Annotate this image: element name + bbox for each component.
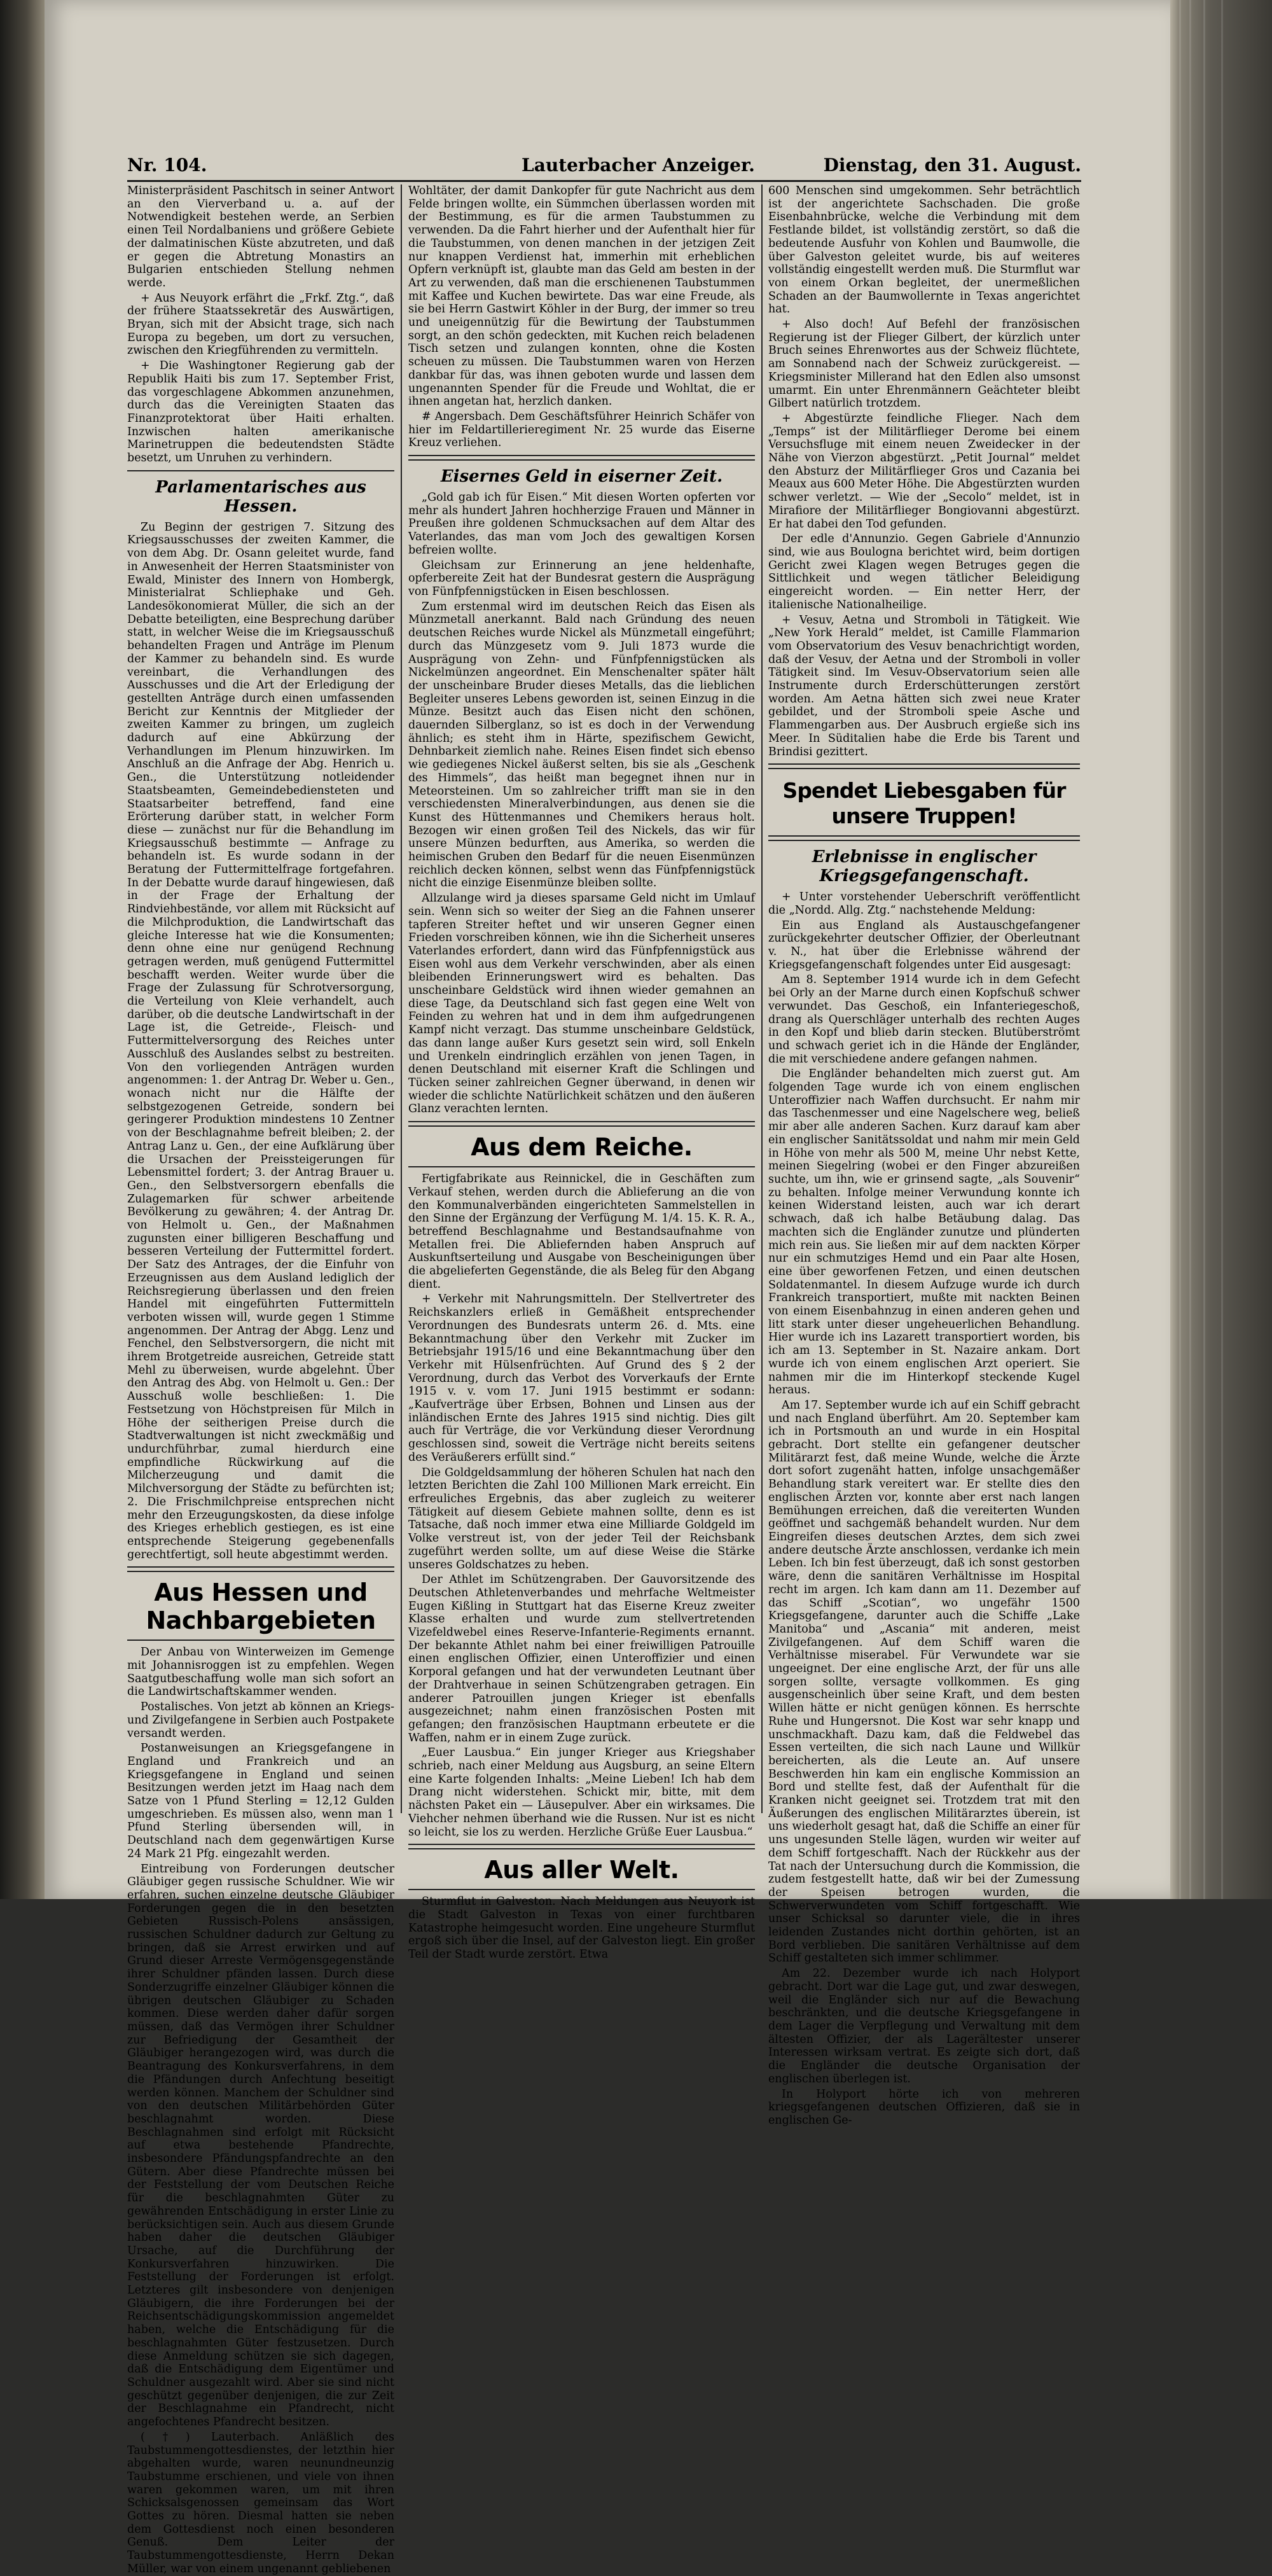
article-paragraph: # Angersbach. Dem Geschäftsführer Heinrich Schäfer von hier im Feldartillerieregiment Nr. 25 wurde das Eiserne Kreuz verliehen. (408, 410, 755, 450)
article-paragraph: „Euer Lausbua.“ Ein junger Krieger aus Kriegshaber schrieb, nach einer Meldung aus Augsburg, an seine Eltern eine Karte folgenden Inhalts: „Meine Lieben! Ich hab dem Drang nicht widerstehen. Schickt mir, bitte, mit dem nächsten Paket ein — Läusepulver. Aber ein wirksames. Die Viehcher nehmen überhand wie die Russen. Nur ist es nicht so leicht, sie los zu werden. Herzliche Grüße Euer Lausbua.“ (408, 1746, 755, 1839)
article-paragraph: Sturmflut in Galveston. Nach Meldungen aus Neuyork ist die Stadt Galveston in Texas von einer furchtbaren Katastrophe heimgesucht worden. Eine ungeheure Sturmflut ergoß sich über die Insel, auf der Galveston liegt. Ein großer Teil der Stadt wurde zerstört. Etwa (408, 1895, 755, 1961)
section-rule (408, 1121, 755, 1127)
column-2 (408, 184, 755, 1961)
section-rule (768, 763, 1080, 769)
article-paragraph: Eintreibung von Forderungen deutscher Gläubiger gegen russische Schuldner. Wie wir erfahren, suchen einzelne deutsche Gläubiger Forderungen gegen die in den besetzten Gebieten Russisch-Polens ansässigen, russischen Schuldner dadurch zur Geltung zu bringen, daß sie Arrest erwirken und auf Grund dieser Arreste Vermögensgegenstände ihrer Schuldner pfänden lassen. Durch diese Sonderzugriffe einzelner Gläubiger können die übrigen deutschen Gläubiger zu Schaden kommen. Diese werden daher dafür sorgen müssen, daß das Vermögen ihrer Schuldner zur Befriedigung der Gesamtheit der Gläubiger herangezogen wird, was durch die Beantragung des Konkursverfahrens, in dem die Pfändungen durch Anfechtung beseitigt werden können. Manchem der Schuldner sind von den deutschen Militärbehörden Güter beschlagnahmt worden. Diese Beschlagnahmen sind erfolgt mit Rücksicht auf etwa bestehende Pfandrechte, insbesondere Pfändungspfandrechte an den Gütern. Aber diese Pfandrechte müssen bei der Feststellung der vom Deutschen Reiche für die beschlagnahmten Güter zu gewährenden Entschädigung in erster Linie zu berücksichtigen sein. Auch aus diesem Grunde haben daher die deutschen Gläubiger Ursache, auf die Durchführung der Konkursverfahren hinzuwirken. Die Feststellung der Forderungen ist erfolgt. Letzteres gilt insbesondere von denjenigen Gläubigern, die ihre Forderungen bei der Reichsentschädigungskommission angemeldet haben, welche die Entschädigung für die beschlagnahmten Güter festzusetzen. Durch diese Anmeldung schützen sie sich dagegen, daß die Entschädigung dem Eigentümer und Schuldner ausgezahlt wird. Aber sie sind nicht geschützt gegenüber denjenigen, die zur Zeit der Beschlagnahme ein Pfandrecht, nicht angefochtenes Pfandrecht besitzen. (127, 1862, 394, 2429)
article-paragraph: + Also doch! Auf Befehl der französischen Regierung ist der Flieger Gilbert, der kürzlich unter Bruch seines Ehrenwortes aus der Schweiz flüchtete, am Sonnabend nach der Schweiz zurückgereist. — Kriegsminister Millerand hat den Edlen also umsonst umarmt. Ein unter Ehrenmännern Geächteter bleibt Gilbert natürlich trotzdem. (768, 318, 1080, 410)
headline-parlamentarisches: Parlamentarisches aus Hessen. (155, 477, 366, 516)
article-paragraph: + Aus Neuyork erfährt die „Frkf. Ztg.“, daß der frühere Staatssekretär des Auswärtigen, Bryan, sich mit der Absicht trage, sich nach Europa zu begeben, um dort zu versuchen, zwischen den Kriegführenden zu vermitteln. (127, 291, 394, 358)
article-paragraph: Zu Beginn der gestrigen 7. Sitzung des Kriegsausschusses der zweiten Kammer, die von dem Abg. Dr. Osann geleitet wurde, fand in Anwesenheit der Herren Staatsminister von Ewald, Minister des Innern von Hombergk, Ministerialrat Schliephake und Geh. Landesökonomierat Müller, die sich an der Debatte beteiligten, eine Besprechung darüber statt, in welcher Weise die im Kriegsausschuß behandelten Fragen und Anträge im Plenum der Kammer zu behandeln sind. Es wurde vereinbart, die Verhandlungen des Ausschusses und die Art der Erledigung der gestellten Anträge durch einen umfassenden Bericht zur Kenntnis der Mitglieder der zweiten Kammer zu bringen, um zugleich dadurch auf eine Abkürzung der Verhandlungen im Plenum hinzuwirken. Im Anschluß an die Anfrage der Abg. Henrich u. Gen., die Unterstützung notleidender Staatsbeamten, Gemeindebediensteten und Staatsarbeiter betreffend, fand eine Erörterung darüber statt, in welcher Form diese — zunächst nur für die Behandlung im Kriegsausschuß bestimmte — Anfrage zu behandeln ist. Es wurde sodann in der Beratung der Futtermittelfrage fortgefahren. In der Debatte wurde darauf hingewiesen, daß in der Frage der Erhaltung der Rindviehbestände, vor allem mit Rücksicht auf die Milchproduktion, die Landwirtschaft das gleiche Interesse hat wie die Konsumenten; denn ohne eine nur genügend Rechnung getragen werden, muß genügend Futtermittel beschafft werden. Weiter wurde über die Frage der Zulassung für Schrotversorgung, die Verteilung von Kleie verhandelt, auch darüber, ob die deutsche Landwirtschaft in der Lage ist, die Getreide-, Fleisch- und Futtermittelversorgung des Reiches unter Ausschluß des Auslandes selbst zu bestreiten. Von den vorliegenden Anträgen wurden angenommen: 1. der Antrag Dr. Weber u. Gen., wonach nicht nur die Hälfte der selbstgezogenen Getreide, sondern bei geringerer Produktion mindestens 10 Zentner von der Beschlagnahme befreit bleiben; 2. der Antrag Lanz u. Gen., der eine Aufklärung über die Ursachen der Preissteigerungen für Lebensmittel fordert; 3. der Antrag Brauer u. Gen., den Selbstversorgern ebenfalls die Zulagemarken für schwer arbeitende Bevölkerung zu gewähren; 4. der Antrag Dr. von Helmolt u. Gen., der Maßnahmen zugunsten einer billigeren Beschaffung und besseren Verteilung der Futtermittel fordert. Der Satz des Antrages, der die Einfuhr von Erzeugnissen aus dem Ausland lediglich der Reichsregierung überlassen und den freien Handel mit eingeführten Futtermitteln verboten wissen will, wurde gegen 1 Stimme angenommen. Der Antrag der Abgg. Lenz und Fenchel, den Selbstversorgern, die nicht mit ihrem Brotgetreide ausreichen, Getreide statt Mehl zu überweisen, wurde abgelehnt. Über den Antrag des Abg. von Helmolt u. Gen.: Der Ausschuß wolle beschließen: 1. Die Festsetzung von Höchstpreisen für Milch in Höhe der seitherigen Preise durch die Stadtverwaltungen ist nicht zweckmäßig und undurchführbar, zumal hierdurch eine empfindliche Rückwirkung auf die Milcherzeugung und damit die Milchversorgung der Städte zu befürchten ist; 2. Die Frischmilchpreise entsprechen nicht mehr den Erzeugungskosten, da diese infolge des Krieges erheblich gestiegen, es ist eine entsprechende Steigerung gegebenenfalls gerechtfertigt, soll heute abgestimmt werden. (127, 520, 394, 1561)
masthead: Lauterbacher Anzeiger. (522, 155, 755, 176)
headline-aus-aller-welt: Aus aller Welt. (484, 1856, 679, 1884)
article-paragraph: „Gold gab ich für Eisen.“ Mit diesen Worten opferten vor mehr als hundert Jahren hochherzige Frauen und Männer in Preußen ihre goldenen Schmucksachen auf dem Altar des Vaterlandes, das man vom Joch des gewaltigen Korsen befreien wollte. (408, 491, 755, 557)
column-1 (127, 184, 394, 2575)
headline-erlebnisse: Erlebnisse in englischer Kriegsgefangenschaft. (812, 847, 1037, 886)
column-3 (768, 184, 1080, 2127)
article-paragraph: Am 8. September 1914 wurde ich in dem Gefecht bei Orly an der Marne durch einen Kopfschuß schwer verwundet. Das Geschoß, ein Infanteriegeschoß, drang als Querschläger unterhalb des rechten Auges in den Kopf und blieb darin stecken. Blutüberströmt und schwach geriet ich in die Hände der Engländer, die mit verschiedene andere gefangen nahmen. (768, 973, 1080, 1066)
section-rule (127, 470, 394, 471)
issue-number: Nr. 104. (127, 155, 207, 176)
book-binding (0, 0, 45, 1899)
section-rule (768, 835, 1080, 841)
article-paragraph: Fertigfabrikate aus Reinnickel, die in Geschäften zum Verkauf stehen, werden durch die Ablieferung an die von den Kommunalverbänden eingerichteten Sammelstellen in den Sinne der Ergänzung der Verfügung M. 1/4. 15. K. R. A., betreffend Beschlagnahme und Bestandsaufnahme von Metallen frei. Die Abliefernden haben Anspruch auf Auskunftserteilung und Ausgabe von Bescheinigungen über die abgelieferten Gegenstände, die als Beleg für den Abgang dient. (408, 1173, 755, 1291)
article-paragraph: Ein aus England als Austauschgefangener zurückgekehrter deutscher Offizier, der Oberleutnant v. N., hat über die Erlebnisse während der Kriegsgefangenschaft folgendes unter Eid ausgesagt: (768, 919, 1080, 971)
section-rule (127, 1566, 394, 1572)
article-paragraph: + Die Washingtoner Regierung gab der Republik Haiti bis zum 17. September Frist, das vorgeschlagene Abkommen anzunehmen, durch das die Vereinigten Staaten das Finanzprotektorat über Haiti erhalten. Inzwischen halten amerikanische Marinetruppen die bedeutendsten Städte besetzt, um Unruhen zu verhindern. (127, 359, 394, 465)
article-paragraph: + Verkehr mit Nahrungsmitteln. Der Stellvertreter des Reichskanzlers erließ in Gemäßheit entsprechender Verordnungen des Bundesrats unterm 26. d. Mts. eine Bekanntmachung über den Verkehr mit Zucker im Betriebsjahr 1915/16 und eine Bekanntmachung über den Verkehr mit Hülsenfrüchten. Auf Grund des § 2 der Verordnung, durch das Verbot des Vorverkaufs der Ernte 1915 v. v. vom 17. Juni 1915 bestimmt er sodann: „Kaufverträge über Erbsen, Bohnen und Linsen aus der inländischen Ernte des Jahres 1915 sind nichtig. Dies gilt auch für Verträge, die vor Verkündung dieser Verordnung geschlossen sind, soweit die Verträge nicht bereits seitens des Veräußerers erfüllt sind.“ (408, 1293, 755, 1464)
article-paragraph: In Holyport hörte ich von mehreren kriegsgefangenen deutschen Offizieren, daß sie in englischen Ge- (768, 2087, 1080, 2127)
section-rule (408, 455, 755, 461)
headline-aus-dem-reiche: Aus dem Reiche. (471, 1133, 693, 1162)
article-paragraph: Postanweisungen an Kriegsgefangene in England und Frankreich und an Kriegsgefangene in England und seinen Besitzungen werden jetzt im Haag nach dem Satze von 1 Pfund Sterling = 12,12 Gulden umgeschrieben. Es müssen also, wenn man 1 Pfund Sterling übersenden will, in Deutschland nach dem gegenwärtigen Kurse 24 Mark 21 Pfg. eingezahlt werden. (127, 1742, 394, 1860)
article-paragraph: Postalisches. Von jetzt ab können an Kriegs- und Zivilgefangene in Serbien auch Postpakete versandt werden. (127, 1701, 394, 1740)
article-paragraph: (†) Lauterbach. Anläßlich des Taubstummengottesdienstes, der letzthin hier abgehalten wurde, waren neunundneunzig Taubstumme erschienen, und viele von ihnen waren gekommen waren, um mit ihren Schicksalsgenossen gemeinsam das Wort Gottes zu hören. Diesmal hatten sie neben dem Gottesdienst noch einen besonderen Genuß. Dem Leiter der Taubstummengottesdienste, Herrn Dekan Müller, war von einem ungenannt gebliebenen (127, 2430, 394, 2575)
article-paragraph: Ministerpräsident Paschitsch in seiner Antwort an den Vierverband u. a. auf der Notwendigkeit bestehen werde, an Serbien einen Teil Nordalbaniens und größere Gebiete der dalmatinischen Küste abzutreten, und daß er gegen die Abtretung Monastirs an Bulgarien entschieden Stellung nehmen werde. (127, 184, 394, 289)
page-header (127, 155, 1081, 180)
page-edges (1170, 0, 1272, 1899)
headline-aus-hessen: Aus Hessen und Nachbargebieten (146, 1578, 376, 1635)
article-paragraph: Der Anbau von Winterweizen im Gemenge mit Johannisroggen ist zu empfehlen. Wegen Saatgutbeschaffung wolle man sich sofort an die Landwirtschaftskammer wenden. (127, 1646, 394, 1699)
article-paragraph: + Abgestürzte feindliche Flieger. Nach dem „Temps“ ist der Militärflieger Derome bei einem Versuchsfluge mit einem neuen Zweidecker in der Nähe von Vierzon abgestürzt. „Petit Journal“ meldet den Absturz der Militärflieger Gros und Cazania bei Meaux aus 600 Meter Höhe. Die Abgestürzten wurden schwer verletzt. — Wie der „Secolo“ meldet, ist in Mirafiore der Militärflieger Bongiovanni abgestürzt. Er hat dabei den Tod gefunden. (768, 412, 1080, 531)
issue-date: Dienstag, den 31. August. (823, 155, 1081, 176)
article-paragraph: 600 Menschen sind umgekommen. Sehr beträchtlich ist der angerichtete Sachschaden. Die große Eisenbahnbrücke, welche die Verbindung mit dem Festlande bildet, ist vollständig zerstört, so daß die bedeutende Ausfuhr von Kohlen und Baumwolle, die über Galveston geleitet wurde, bis auf weiteres vollständig eingestellt werden muß. Die Sturmflut war von einem Orkan begleitet, der unermeßlichen Schaden an der Baumwollernte in Texas angerichtet hat. (768, 184, 1080, 316)
article-paragraph: + Unter vorstehender Ueberschrift veröffentlicht die „Nordd. Allg. Ztg.“ nachstehende Meldung: (768, 891, 1080, 917)
column-rule (761, 184, 763, 1813)
article-paragraph: Gleichsam zur Erinnerung an jene heldenhafte, opferbereite Zeit hat der Bundesrat gestern die Ausprägung von Fünfpfennigstücken in Eisen beschlossen. (408, 559, 755, 598)
section-rule (408, 1166, 755, 1167)
section-rule (127, 1640, 394, 1641)
section-rule (408, 1844, 755, 1849)
article-paragraph: Zum erstenmal wird im deutschen Reich das Eisen als Münzmetall anerkannt. Bald nach Gründung des neuen deutschen Reiches wurde Nickel als Münzmetall eingeführt; durch das Münzgesetz vom 9. Juli 1873 wurde die Ausprägung von Zehn- und Fünfpfennigstücken als Nickelmünzen angeordnet. Ein Menschenalter später hält der unscheinbare Bruder dieses Metalls, das die lieblichen Begleiter unseres Lebens geworden ist, seinen Einzug in die Münze. Besitzt auch das Eisen nicht den schönen, dauernden Silberglanz, so ist es doch in der Verwendung ähnlich; es steht ihm in Härte, spezifischem Gewicht, Dehnbarkeit ziemlich nahe. Reines Eisen findet sich ebenso wie gediegenes Nickel äußerst selten, bis sie als „Geschenk des Himmels“, das heißt man begegnet ihnen nur in Meteorsteinen. Um so zahlreicher trifft man sie in den verschiedensten Mineralverbindungen, aus denen sie die Kunst des Hüttenmannes und Chemikers heraus holt. Bezogen wir einen großen Teil des Nickels, das wir für unsere Münzen bedurften, aus Amerika, so werden die heimischen Gruben den Bedarf für die neuen Eisenmünzen reichlich decken können, selbst wenn das Fünfpfennigstück nicht die einzige Eisenmünze bleiben sollte. (408, 600, 755, 890)
article-paragraph: Der Athlet im Schützengraben. Der Gauvorsitzende des Deutschen Athletenverbandes und mehrfache Weltmeister Eugen Kißling in Stuttgart hat das Eiserne Kreuz zweiter Klasse erhalten und wurde zum stellvertretenden Vizefeldwebel eines Reserve-Infanterie-Regiments ernannt. Der bekannte Athlet nahm bei einer freiwilligen Patrouille einen englischen Offizier, einen Unteroffizier und einen Korporal gefangen und hat der verwundeten Leutnant über der Drahtverhaue in seinen Schützengraben getragen. Ein anderer Patrouillen jungen Krieger ist ebenfalls ausgezeichnet; nahm einen französischen Posten mit gefangen; den französischen Hauptmann erbeutete er die Waffen, nahm er in einem Zuge zurück. (408, 1573, 755, 1744)
article-paragraph: Der edle d'Annunzio. Gegen Gabriele d'Annunzio sind, wie aus Boulogna berichtet wird, beim dortigen Gericht zwei Klagen wegen Betruges gegen die Sittlichkeit und wegen tätlicher Beleidigung eingereicht worden. — Ein netter Herr, der italienische Nationalheilige. (768, 533, 1080, 611)
article-paragraph: Am 22. Dezember wurde ich nach Holyport gebracht. Dort war die Lage gut, und zwar deswegen, weil die Engländer sich nur auf die Bewachung beschränkten, und die deutsche Kriegsgefangene in dem Lager die Verpflegung und Verwaltung mit dem ältesten Offizier, der als Lagerältester unserer Interessen wirksam vertrat. Es zeigte sich dort, daß die Engländer die deutsche Organisation der englischen überlegen ist. (768, 1967, 1080, 2085)
article-paragraph: Die Engländer behandelten mich zuerst gut. Am folgenden Tage wurde ich von einem englischen Unteroffizier nach Waffen durchsucht. Er nahm mir das Taschenmesser und eine Nagelschere weg, beließ mir aber alle anderen Sachen. Kurz darauf kam aber ein englischer Sanitätssoldat und nahm mir mein Geld in Höhe von mehr als 500 M, meine Uhr nebst Kette, meinen Siegelring (wobei er den Finger abzureißen suchte, um ihn, wie er grinsend sagte, „als Souvenir“ zu behalten. Infolge meiner Verwundung konnte ich keinen Widerstand leisten, auch war ich derart schwach, daß ich halbe Betäubung dalag. Das machten sich die Engländer zunutze und plünderten mich rein aus. Sie ließen mir auf dem nackten Körper nur ein schmutziges Hemd und ein Paar alte Hosen, eine über geworfenen Fetzen, und einen deutschen Soldatenmantel. In diesem Aufzuge wurde ich durch Frankreich transportiert, mußte mit nackten Beinen von einem Eisenbahnzug in einen anderen gehen und litt stark unter dieser ungeheuerlichen Behandlung. Hier wurde ich ins Lazarett transportiert worden, bis ich am 13. September in St. Nazaire ankam. Dort wurde ich von einem englischen Arzt operiert. Sie nahmen mir die im Hinterkopf steckende Kugel heraus. (768, 1068, 1080, 1397)
article-paragraph: + Vesuv, Aetna und Stromboli in Tätigkeit. Wie „New York Herald“ meldet, ist Camille Flammarion vom Observatorium des Vesuv benachrichtigt worden, daß der Vesuv, der Aetna und der Stromboli in voller Tätigkeit sind. Im Vesuv-Observatorium seien alle Instrumente durch Erderschütterungen zerstört worden. Am Aetna hätten sich zwei neue Krater gebildet, und der Stromboli speie Asche und Flammengarben aus. Der Ausbruch ergieße sich ins Meer. In Süditalien habe die Erde bis Tarent und Brindisi gezittert. (768, 613, 1080, 758)
header-rule (127, 180, 1081, 182)
article-paragraph: Die Goldgeldsammlung der höheren Schulen hat nach den letzten Berichten die Zahl 100 Millionen Mark erreicht. Ein erfreuliches Ergebnis, das aber zugleich zu weiterer Tätigkeit auf diesem Gebiete mahnen sollte, denn es ist Tatsache, daß noch immer etwa eine Milliarde Goldgeld im Volke verstreut ist, von der jeder Teil der Reichsbank zugeführt werden sollte, um auf diese Weise die Stärke unseres Goldschatzes zu heben. (408, 1466, 755, 1571)
article-paragraph: Allzulange wird ja dieses sparsame Geld nicht im Umlauf sein. Wenn sich so weiter der Sieg an die Fahnen unserer tapferen Streiter heftet und wir unseren Gegner einen Frieden vorschreiben können, wie ihn die Sicherheit unseres Vaterlandes erfordert, dann wird das Fünfpfennigstück aus Eisen wohl aus dem Verkehr verschwinden, aber als einen bleibenden Erinnerungswert wird es behalten. Das unscheinbare Geldstück wird ihnen wieder gemahnen an diese Tage, da Deutschland sich fast gegen eine Welt von Feinden zu wehren hat und in dem ihm aufgedrungenen Kampf nicht verzagt. Das stumme unscheinbare Geldstück, das dann lange außer Kurs gesetzt sein wird, soll Enkeln und Urenkeln eindringlich erzählen von jenen Tagen, in denen Deutschland mit eiserner Kraft die Schlingen und Tücken seiner zahlreichen Gegner überwand, in denen wir wieder die schlichte Natürlichkeit schätzen und den äußeren Glanz verachten lernten. (408, 892, 755, 1116)
banner-liebesgaben: Spendet Liebesgaben für unsere Truppen! (782, 778, 1066, 829)
article-paragraph: Wohltäter, der damit Dankopfer für gute Nachricht aus dem Felde bringen wollte, ein Sümmchen überlassen worden mit der Bestimmung, es für die armen Taubstummen zu verwenden. Da die Fahrt hierher und der Aufenthalt hier für die Taubstummen, von denen manchen in der jetzigen Zeit nur knappen Verdienst hat, immerhin mit erheblichen Opfern verknüpft ist, glaubte man das Geld am besten in der Art zu verwenden, daß man die erschienenen Taubstummen mit Kaffee und Kuchen bewirtete. Das war eine Freude, als sie bei Herrn Gastwirt Köhler in der Burg, der immer so treu und uneigennützig für die Bewirtung der Taubstummen sorgt, an den schön gedeckten, mit Kuchen reich beladenen Tisch setzen und zulangen konnten, ohne die Kosten scheuen zu müssen. Die Taubstummen waren von Herzen dankbar für das, was ihnen geboten wurde und lassen dem ungenannten Spender für die Freude und Wohltat, die er ihnen angetan hat, herzlich danken. (408, 184, 755, 408)
article-paragraph: Am 17. September wurde ich auf ein Schiff gebracht und nach England überführt. Am 20. September kam ich in Portsmouth an und wurde in ein Hospital gebracht. Dort stellte ein gefangener deutscher Militärarzt fest, daß meine Wunde, welche die Ärzte dort sofort zugenäht hatten, infolge unsachgemäßer Behandlung stark vereitert war. Er stellte dies den englischen Ärzten vor, konnte aber erst nach langen Bemühungen erreichen, daß die vereiterten Wunden geöffnet und sachgemäß behandelt wurden. Nur dem Eingreifen dieses deutschen Arztes, dem sich zwei andere deutsche Ärzte anschlossen, verdanke ich mein Leben. Ich bin fest überzeugt, daß ich sonst gestorben wäre, denn die sanitären Verhältnisse im Hospital recht im argen. Ich kam dann am 11. Dezember auf das Schiff „Scotian“, wo ungefähr 1500 Kriegsgefangene, darunter auch die Schiffe „Lake Manitoba“ und „Ascania“ mit anderen, meist Zivilgefangenen. Auf dem Schiff waren die Verhältnisse miserabel. Für Verwundete war sie ungeeignet. Der eine englische Arzt, der für uns alle sorgen sollte, versagte vollkommen. Es ging ausgenscheinlich über seine Kraft, und dem besten Willen hätte er nicht genügen können. Es herrschte Ruhe und Hungersnot. Die Kost war sehr knapp und unschmackhaft. Dazu kam, daß die Feldwebel das Essen verteilten, die sich nach Laune und Willkür bereicherten, als die Leute an. Auf unsere Beschwerden hin kam ein englische Kommission an Bord und stellte fest, daß der Aufenthalt für die Kranken nicht geeignet sei. Trotzdem trat mit den Äußerungen des englischen Militärarztes überein, ist uns wiederholt gesagt hat, daß die Schiffe an einer für uns ungesunden Stelle lägen, wurden wir weiter auf dem Schiff fortgeschafft. Nach der Rückkehr aus der Tat nach der Untersuchung durch die Kommission, die zudem festgestellt hatte, daß wir bei der Zumessung der Speisen betrogen wurden, die Schwerverwundeten vom Schiff fortgeschafft. Wie unser Schicksal so darunter viele, die in ihres leidenden Zustandes nicht dorthin gehörten, ist an Bord verblieben. Die sanitären Verhältnisse auf dem Schiff gestalteten sich immer schlimmer. (768, 1398, 1080, 1965)
column-rule (401, 184, 402, 1813)
section-rule (408, 1889, 755, 1890)
headline-eisernes-geld: Eisernes Geld in eiserner Zeit. (440, 467, 723, 487)
